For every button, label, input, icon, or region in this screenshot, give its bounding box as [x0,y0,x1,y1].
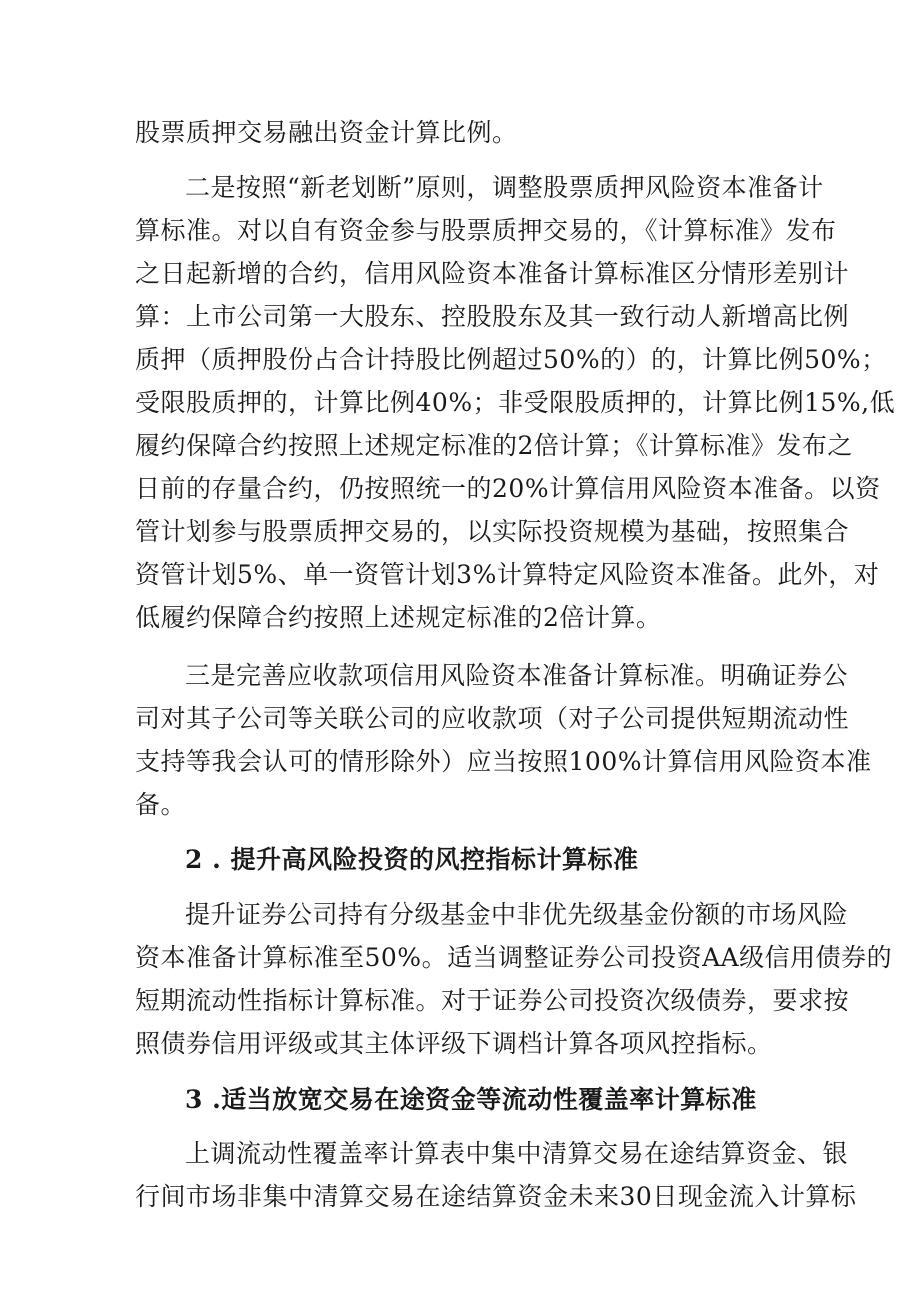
text-line: 算：上市公司第一大股东、控股股东及其一致行动人新增高比例 [135,302,850,331]
text-line: 短期流动性指标计算标准。对于证券公司投资次级债券，要求按 [135,986,850,1015]
text-line: 支持等我会认可的情形除外）应当按照100%计算信用风险资本准 [135,747,872,776]
text-line: 照债券信用评级或其主体评级下调档计算各项风控指标。 [135,1029,773,1058]
text-line: 二是按照“新老划断”原则，调整股票质押风险资本准备计 [185,173,824,202]
text-line: 资本准备计算标准至50%。适当调整证券公司投资AA级信用债券的 [135,943,893,972]
text-line: 资管计划5%、单一资管计划3%计算特定风险资本准备。此外，对 [135,560,880,589]
text-line: 提升证券公司持有分级基金中非优先级基金份额的市场风险 [185,900,849,929]
text-line: 之日起新增的合约，信用风险资本准备计算标准区分情形差别计 [135,259,850,288]
text-line: 算标准。对以自有资金参与股票质押交易的，《计算标准》发布 [135,216,837,245]
text-line: 行间市场非集中清算交易在途结算资金未来30日现金流入计算标 [135,1182,857,1211]
text-line: 上调流动性覆盖率计算表中集中清算交易在途结算资金、银 [185,1139,849,1168]
section-heading-2: 2 . 提升高风险投资的风控指标计算标准 [185,845,639,874]
text-line: 低履约保障合约按照上述规定标准的2倍计算。 [135,603,662,632]
text-line: 股票质押交易融出资金计算比例。 [135,118,518,147]
text-line: 受限股质押的，计算比例40%；非受限股质押的，计算比例15%,低 [135,388,896,417]
section-heading-3: 3 .适当放宽交易在途资金等流动性覆盖率计算标准 [185,1085,757,1114]
text-line: 备。 [135,790,187,819]
text-line: 司对其子公司等关联公司的应收款项（对子公司提供短期流动性 [135,704,850,733]
text-line: 日前的存量合约，仍按照统一的20%计算信用风险资本准备。以资 [135,474,881,503]
text-line: 管计划参与股票质押交易的，以实际投资规模为基础，按照集合 [135,517,850,546]
text-line: 三是完善应收款项信用风险资本准备计算标准。明确证券公 [185,661,849,690]
text-line: 履约保障合约按照上述规定标准的2倍计算；《计算标准》发布之 [135,431,853,460]
text-line: 质押（质押股份占合计持股比例超过50%的）的，计算比例50%； [135,345,887,374]
